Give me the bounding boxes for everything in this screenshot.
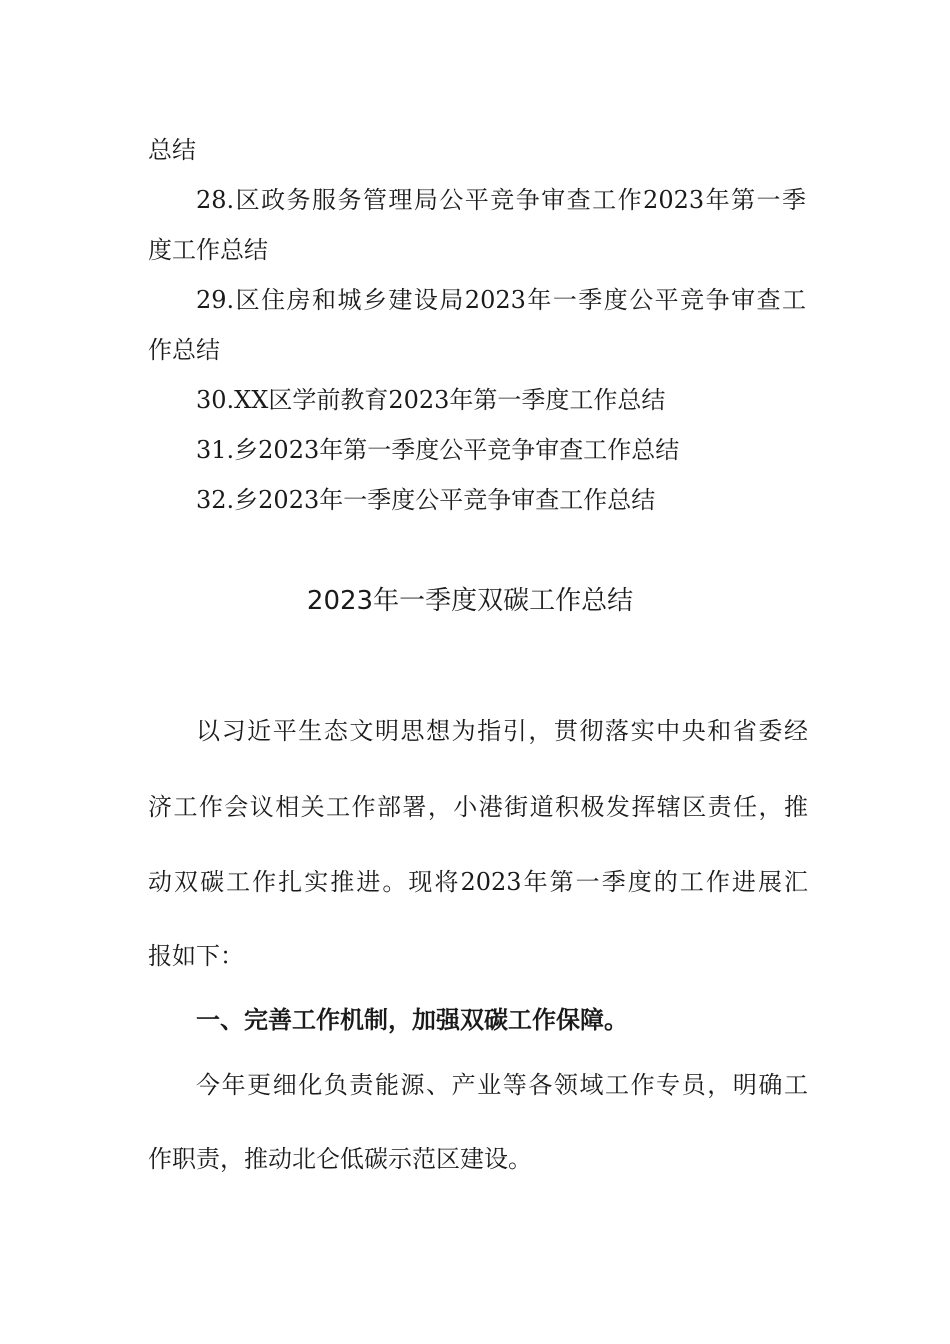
paragraph-line: 动双碳工作扎实推进。现将2023年第一季度的工作进展汇 — [148, 868, 808, 896]
paragraph-line: 报如下： — [148, 942, 244, 970]
paragraph-line: 济工作会议相关工作部署，小港街道积极发挥辖区责任，推 — [148, 793, 808, 821]
toc-item-29: 29.区住房和城乡建设局2023年一季度公平竞争审查工 — [196, 286, 806, 314]
toc-item-28: 28.区政务服务管理局公平竞争审查工作2023年第一季 — [196, 186, 806, 214]
toc-item-30: 30.XX区学前教育2023年第一季度工作总结 — [196, 386, 666, 414]
document-title: 2023年一季度双碳工作总结 — [306, 586, 634, 616]
section-heading: 一、完善工作机制，加强双碳工作保障。 — [196, 1006, 628, 1034]
toc-item-31: 31.乡2023年第一季度公平竞争审查工作总结 — [196, 436, 680, 464]
paragraph-line: 今年更细化负责能源、产业等各领域工作专员，明确工 — [196, 1071, 808, 1099]
paragraph-line: 作职责，推动北仑低碳示范区建设。 — [148, 1145, 532, 1173]
paragraph-line: 以习近平生态文明思想为指引，贯彻落实中央和省委经 — [196, 717, 808, 745]
toc-line: 总结 — [148, 136, 196, 164]
toc-item-32: 32.乡2023年一季度公平竞争审查工作总结 — [196, 486, 656, 514]
toc-line: 作总结 — [148, 336, 220, 364]
toc-line: 度工作总结 — [148, 236, 268, 264]
